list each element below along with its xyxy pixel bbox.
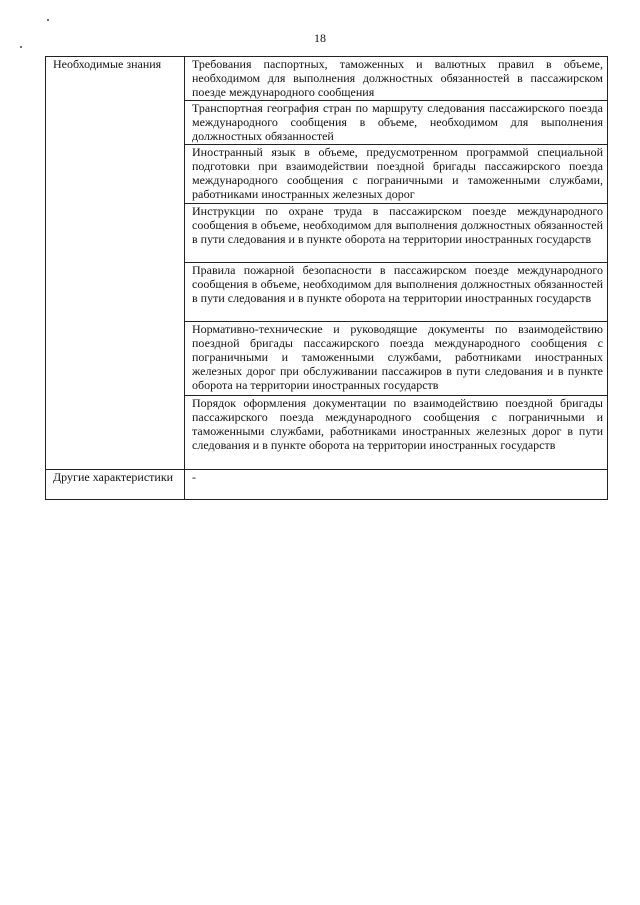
knowledge-item: Требования паспортных, таможенных и валютных правил в объеме, необходимом для выполнения должностных обязанностей в пассажирском поезде международного сообщения [185,57,608,101]
knowledge-item: Правила пожарной безопасности в пассажирском поезде международного сообщения в объеме, необходимом для выполнения должностных обязанностей в пути следования и в пункте оборота на территории иностранных государств [185,263,608,322]
knowledge-item: Транспортная география стран по маршруту следования пассажирского поезда международного сообщения в объеме, необходимом для выполнения должностных обязанностей [185,101,608,145]
other-characteristics-value: - [185,470,608,500]
qualification-table [45,56,608,500]
knowledge-item: Инструкции по охране труда в пассажирском поезде международного сообщения в объеме, необходимом для выполнения должностных обязанностей в пути следования и в пункте оборота на территории иностранных государств [185,204,608,263]
table-row-other [46,470,608,500]
row-label-other-characteristics: Другие характеристики [46,470,185,500]
page-number: 18 [314,31,326,45]
knowledge-item: Нормативно-технические и руководящие документы по взаимодействию поездной бригады пассажирского поезда международного сообщения с пограничными и таможенными службами, работниками иностранных железных дорог при обслуживании пассажиров в пути следования и в пункте оборота на территории иностранных государств [185,322,608,396]
knowledge-item: Иностранный язык в объеме, предусмотренном программой специальной подготовки при взаимодействии поездной бригады пассажирского поезда международного сообщения с пограничными и таможенными службами, работниками иностранных железных дорог [185,145,608,204]
row-label-required-knowledge: Необходимые знания [46,57,185,470]
scan-speck [47,19,49,21]
scan-speck [20,46,22,48]
table-row-knowledge [46,57,608,101]
knowledge-item: Порядок оформления документации по взаимодействию поездной бригады пассажирского поезда международного сообщения с пограничными и таможенными службами, работниками иностранных железных дорог в пути следования и в пункте оборота на территории иностранных государств [185,396,608,470]
